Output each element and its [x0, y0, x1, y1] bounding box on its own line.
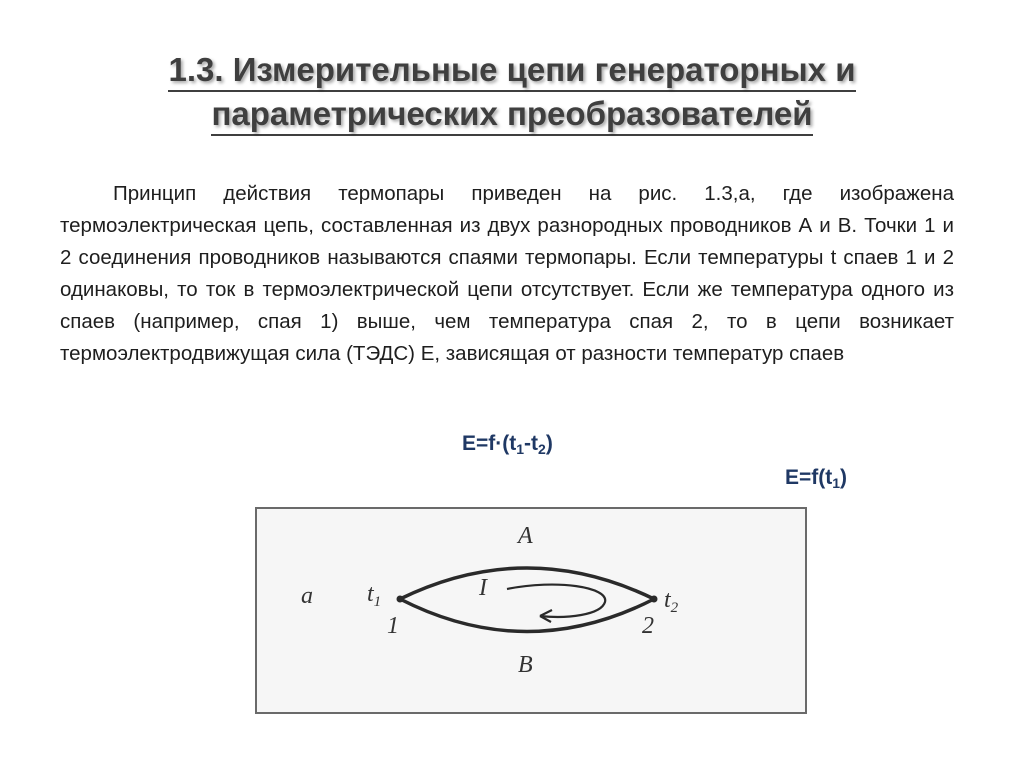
slide-title	[60, 48, 964, 136]
body-paragraph: Принцип действия термопары приведен на рис. 1.3,а, где изображена термоэлектрическая цепь, составленная из двух разнородных проводников А и В. Точки 1 и 2 соединения проводников называются спаями термопары. Если температуры t спаев 1 и 2 одинаковы, то ток в термоэлектрической цепи отсутствует. Если же температура одного из спаев (например, спая 1) выше, чем температура спая 2, то в цепи возникает термоэлектродвижущая сила (ТЭДС) Е, зависящая от разности температур спаев	[60, 182, 954, 365]
conductor-b	[400, 599, 654, 632]
temperature-label-t1	[367, 581, 381, 611]
thermocouple-figure	[255, 507, 807, 714]
t1-sub: 1	[373, 594, 382, 610]
t2-main: t	[664, 587, 671, 613]
temperature-label-t2	[664, 587, 678, 617]
t1-main: t	[367, 581, 374, 607]
formula-1-sub-1: 1	[516, 441, 525, 457]
current-loop-icon	[507, 585, 605, 617]
conductor-label-b: B	[518, 652, 533, 678]
junction-label-1: 1	[387, 613, 399, 639]
junction-label-2: 2	[642, 613, 654, 639]
formula-1-end: )	[545, 432, 553, 455]
t2-sub: 2	[670, 600, 679, 616]
formula-1-main: E=f·(t	[462, 432, 517, 455]
slide-title-line-1: 1.3. Измерительные цепи генераторных и	[168, 50, 855, 92]
conductor-a	[400, 568, 654, 599]
conductor-label-a: A	[518, 523, 533, 549]
figure-label-a: a	[301, 583, 313, 609]
current-label-i: I	[479, 575, 487, 601]
formula-emf-difference	[462, 432, 553, 457]
formula-2-main: E=f(t	[785, 466, 833, 489]
formula-2-end: )	[840, 466, 848, 489]
junction-1-dot	[397, 596, 404, 603]
formula-1-mid: -t	[524, 432, 539, 455]
formula-emf-t1	[785, 466, 847, 491]
formula-1-sub-2: 2	[538, 441, 546, 457]
junction-2-dot	[651, 596, 658, 603]
slide-title-line-2: параметрических преобразователей	[211, 94, 812, 136]
formula-2-sub-1: 1	[832, 475, 841, 491]
